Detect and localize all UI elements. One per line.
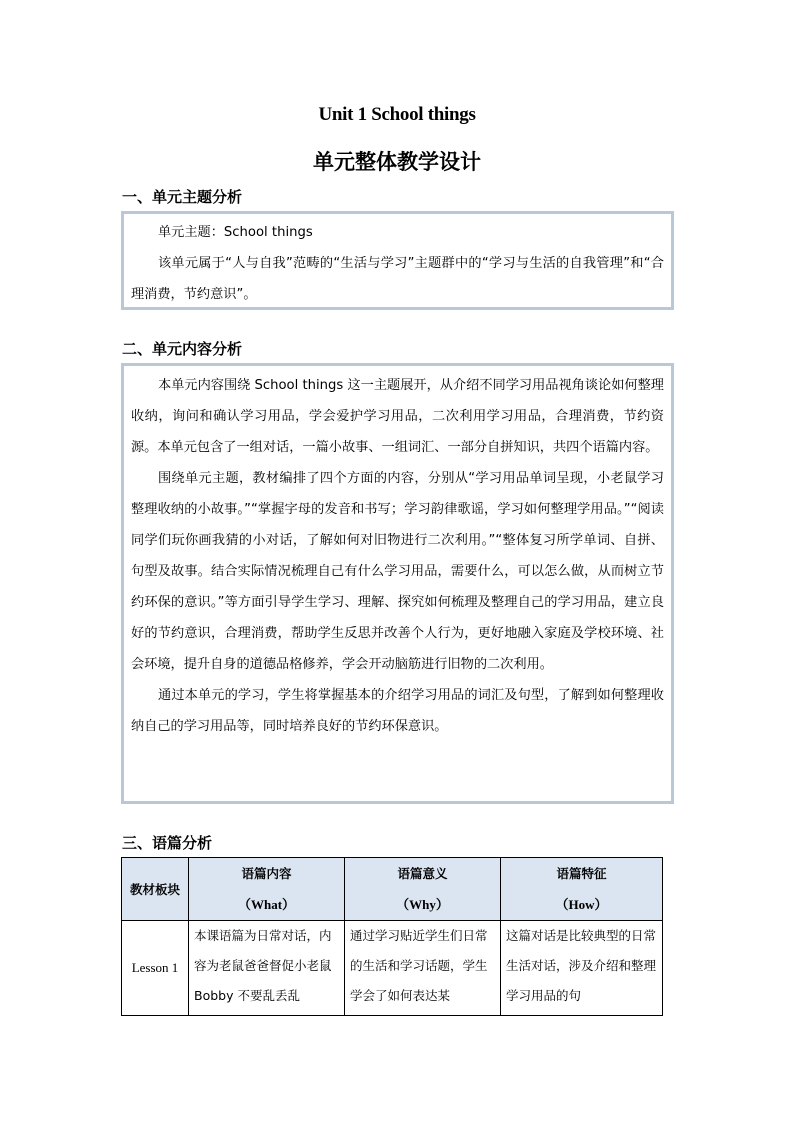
header-how-en: （How）	[555, 897, 608, 912]
row-how-text: 这篇对话是比较典型的日常生活对话，涉及介绍和整理学习用品的句	[506, 928, 657, 1003]
section-2-paragraph: 通过本单元的学习，学生将掌握基本的介绍学习用品的词汇及句型，了解到如何整理收纳自己的学习用品等，同时培养良好的节约环保意识。	[131, 688, 664, 734]
row-why-cell	[345, 921, 501, 1016]
section-2-heading: 二、单元内容分析	[122, 340, 243, 358]
title-english: Unit 1 School things	[318, 104, 476, 125]
section-3-heading: 三、语篇分析	[122, 834, 213, 852]
header-why-zh: 语篇意义	[397, 866, 448, 881]
table-row	[122, 921, 663, 1016]
row-how-cell	[501, 921, 663, 1016]
header-how-zh: 语篇特征	[556, 866, 607, 881]
section-1-paragraph: 该单元属于“人与自我”范畴的“生活与学习”主题群中的“学习与生活的自我管理”和“合理消费，节约意识”。	[131, 256, 664, 302]
section-1-box	[121, 211, 674, 310]
row-why-text: 通过学习贴近学生们日常的生活和学习话题，学生学会了如何表达某	[350, 928, 488, 1003]
header-unit-zh: 教材板块	[129, 881, 180, 897]
header-what-zh: 语篇内容	[241, 866, 292, 881]
row-what-cell	[189, 921, 345, 1016]
section-2-paragraph: 本单元内容围绕 School things 这一主题展开，从介绍不同学习用品视角谈论如何整理收纳，询问和确认学习用品，学会爱护学习用品，二次利用学习用品，合理消费，节约资源。本单元包含了一组对话，一篇小故事、一组词汇、一部分自拼知识，共四个语篇内容。	[131, 378, 664, 455]
table-header-row	[122, 858, 663, 921]
header-what-en: （What）	[237, 897, 296, 912]
header-cell-why	[345, 858, 501, 921]
header-why-en: （Why）	[396, 897, 449, 912]
title-chinese: 单元整体教学设计	[313, 150, 481, 174]
header-cell-how	[501, 858, 663, 921]
header-cell-what	[189, 858, 345, 921]
section-1-paragraph: 单元主题：School things	[158, 225, 313, 240]
row-unit-cell: Lesson 1	[122, 921, 189, 1016]
section-1-heading: 一、单元主题分析	[122, 188, 243, 206]
header-cell-unit	[122, 858, 189, 921]
section-2-box	[121, 363, 674, 804]
section-2-paragraph: 围绕单元主题，教材编排了四个方面的内容，分别从“学习用品单词呈现，小老鼠学习整理收纳的小故事。”“掌握字母的发音和书写；学习韵律歌谣，学习如何整理学用品。”“阅读同学们玩你画我猜的小对话，了解如何对旧物进行二次利用。”“整体复习所学单词、自拼、句型及故事。结合实际情况梳理自己有什么学习用品，需要什么，可以怎么做，从而树立节约环保的意识。”等方面引导学生学习、理解、探究如何梳理及整理自己的学习用品，建立良好的节约意识，合理消费，帮助学生反思并改善个人行为，更好地融入家庭及学校环境、社会环境，提升自身的道德品格修养，学会开动脑筋进行旧物的二次利用。	[131, 471, 664, 672]
row-what-text: 本课语篇为日常对话，内容为老鼠爸爸督促小老鼠 Bobby 不要乱丢乱	[194, 928, 332, 1003]
discourse-analysis-table	[121, 857, 663, 1016]
